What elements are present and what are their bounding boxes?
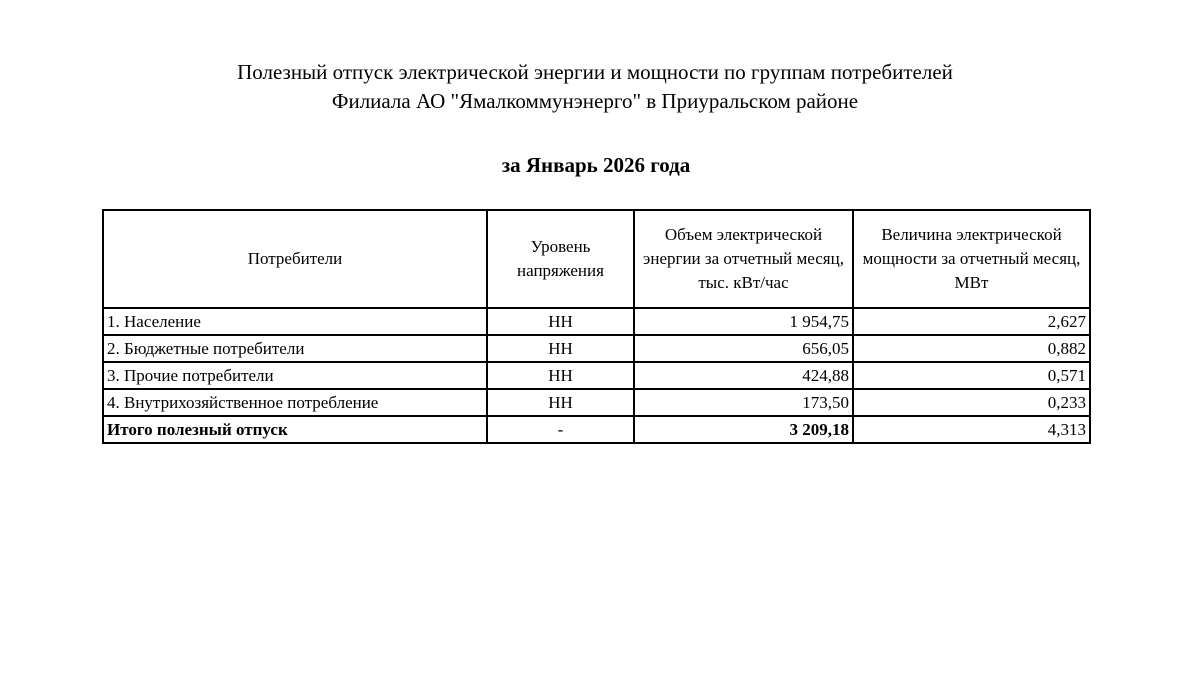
consumer-name: 4. Внутрихозяйственное потребление	[103, 389, 487, 416]
power-value: 0,882	[853, 335, 1090, 362]
title-line-1: Полезный отпуск электрической энергии и мощности по группам потребителей	[237, 60, 953, 84]
table-header-row	[103, 210, 1090, 308]
energy-volume: 424,88	[634, 362, 853, 389]
table-row	[103, 362, 1090, 389]
consumer-name: 2. Бюджетные потребители	[103, 335, 487, 362]
total-voltage-level: -	[487, 416, 634, 443]
voltage-level: НН	[487, 389, 634, 416]
energy-volume: 656,05	[634, 335, 853, 362]
column-header-power-value: Величина электрической мощности за отчетный месяц, МВт	[853, 210, 1090, 308]
column-header-energy-volume: Объем электрической энергии за отчетный месяц, тыс. кВт/час	[634, 210, 853, 308]
report-period: за Январь 2026 года	[501, 153, 691, 177]
total-power-value: 4,313	[853, 416, 1090, 443]
column-header-voltage-level: Уровень напряжения	[487, 210, 634, 308]
table-row	[103, 308, 1090, 335]
table-row	[103, 389, 1090, 416]
table-row	[103, 335, 1090, 362]
total-row	[103, 416, 1090, 443]
column-header-consumers: Потребители	[103, 210, 487, 308]
voltage-level: НН	[487, 335, 634, 362]
consumption-table	[102, 209, 1091, 444]
energy-volume: 1 954,75	[634, 308, 853, 335]
power-value: 0,233	[853, 389, 1090, 416]
power-value: 2,627	[853, 308, 1090, 335]
consumer-name: 1. Население	[103, 308, 487, 335]
total-energy-volume: 3 209,18	[634, 416, 853, 443]
consumer-name: 3. Прочие потребители	[103, 362, 487, 389]
voltage-level: НН	[487, 308, 634, 335]
total-label: Итого полезный отпуск	[103, 416, 487, 443]
document-title	[0, 58, 1190, 116]
power-value: 0,571	[853, 362, 1090, 389]
energy-volume: 173,50	[634, 389, 853, 416]
title-line-2: Филиала АО "Ямалкоммунэнерго" в Приуральском районе	[331, 89, 859, 113]
voltage-level: НН	[487, 362, 634, 389]
